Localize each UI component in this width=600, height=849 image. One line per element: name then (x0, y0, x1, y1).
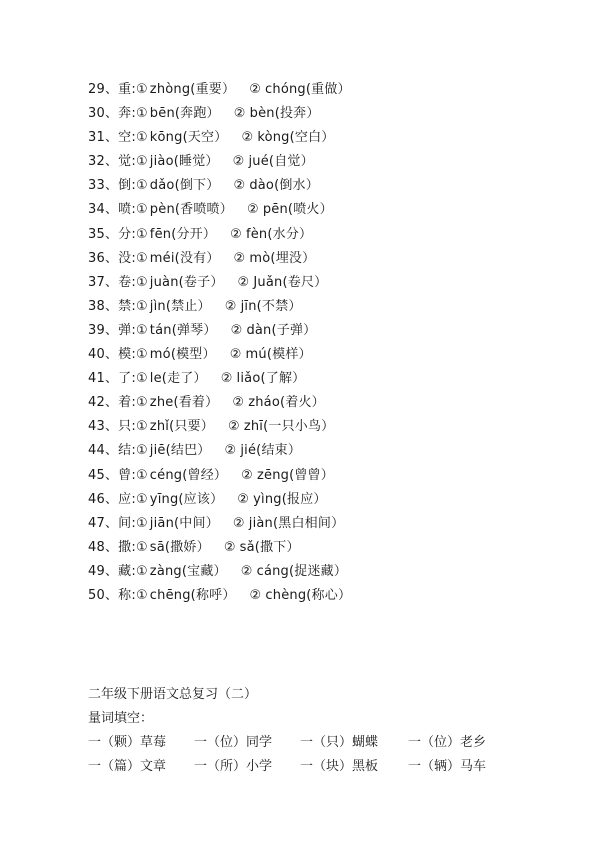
polyphonic-character-list (88, 78, 568, 608)
entry-number: 30、 (88, 106, 119, 122)
reading-marker-2: ② (232, 154, 245, 170)
reading-marker-1: :① (131, 371, 148, 387)
list-item (88, 126, 568, 150)
entry-number: 45、 (88, 467, 119, 483)
list-item (88, 536, 568, 560)
reading-2: kòng(空白） (257, 130, 335, 146)
entry-character: 觉 (118, 154, 132, 170)
reading-2: chóng(重做） (265, 82, 351, 97)
measure-word-item: 一（辆）马车 (408, 759, 487, 774)
reading-1: jiē(结巴） (149, 443, 211, 459)
reading-marker-1: :① (131, 539, 148, 555)
measure-word-row (88, 755, 568, 779)
measure-word-item: 一（只）蝴蝶 (300, 735, 379, 750)
entry-number: 35、 (88, 226, 119, 242)
reading-1: zhe(看着） (149, 395, 219, 411)
entry-number: 50、 (88, 587, 119, 603)
reading-marker-1: :① (131, 82, 148, 97)
list-item (88, 391, 568, 415)
reading-marker-2: ② (232, 395, 245, 411)
entry-character: 没 (118, 250, 132, 266)
reading-marker-1: :① (131, 106, 148, 122)
entry-character: 只 (118, 419, 132, 435)
entry-character: 重 (118, 82, 132, 97)
entry-number: 34、 (88, 202, 119, 218)
entry-character: 曾 (118, 467, 132, 483)
reading-2: sǎ(撒下） (239, 539, 300, 555)
reading-1: zhòng(重要） (149, 82, 236, 97)
measure-word-item: 一（所）小学 (194, 759, 273, 774)
reading-marker-2: ② (237, 274, 250, 290)
reading-1: fēn(分开） (149, 226, 217, 242)
measure-word-item: 一（篇）文章 (88, 759, 167, 774)
reading-marker-2: ② (249, 82, 262, 97)
reading-1: kōng(天空） (149, 130, 228, 146)
section-subtitle: 量词填空： (88, 711, 154, 726)
reading-marker-1: :① (131, 443, 148, 459)
list-item (88, 223, 568, 247)
reading-1: céng(曾经） (149, 467, 228, 483)
reading-2: fèn(水分） (245, 226, 313, 242)
entry-character: 倒 (118, 178, 132, 194)
reading-1: le(走了） (149, 371, 207, 387)
reading-1: méi(没有） (149, 250, 220, 266)
entry-number: 42、 (88, 395, 119, 411)
reading-marker-1: :① (131, 395, 148, 411)
entry-number: 29、 (88, 82, 119, 97)
measure-word-item: 一（位）老乡 (408, 735, 487, 750)
reading-1: chēng(称呼） (149, 587, 236, 603)
reading-2: yìng(报应） (253, 491, 327, 507)
entry-number: 41、 (88, 371, 119, 387)
list-item (88, 512, 568, 536)
reading-2: zháo(着火） (248, 395, 325, 411)
reading-2: dàn(子弹） (246, 322, 317, 338)
reading-marker-2: ② (227, 419, 240, 435)
reading-2: bèn(投奔） (249, 106, 320, 122)
entry-number: 47、 (88, 515, 119, 531)
reading-marker-2: ② (246, 202, 259, 218)
reading-2: jié(结束） (240, 443, 302, 459)
list-item (88, 560, 568, 584)
reading-marker-2: ② (249, 587, 262, 603)
reading-marker-2: ② (241, 130, 254, 146)
reading-marker-1: :① (131, 130, 148, 146)
reading-marker-1: :① (131, 178, 148, 194)
entry-number: 43、 (88, 419, 119, 435)
list-item (88, 464, 568, 488)
entry-character: 模 (118, 347, 132, 363)
reading-marker-1: :① (131, 226, 148, 242)
reading-marker-2: ② (241, 467, 253, 483)
measure-word-item: 一（颗）草莓 (88, 735, 167, 750)
entry-character: 撒 (118, 539, 132, 555)
reading-marker-1: :① (131, 154, 148, 170)
reading-1: jìn(禁止） (149, 298, 211, 314)
reading-marker-1: :① (131, 515, 148, 531)
reading-1: pèn(香喷喷） (149, 202, 233, 218)
entry-character: 结 (118, 443, 132, 459)
reading-marker-2: ② (233, 250, 246, 266)
reading-1: juàn(卷子） (149, 274, 224, 290)
reading-marker-1: :① (131, 322, 148, 338)
review-section (88, 683, 568, 779)
entry-character: 空 (118, 130, 132, 146)
reading-marker-2: ② (230, 226, 242, 242)
list-item (88, 415, 568, 439)
reading-marker-2: ② (233, 178, 246, 194)
reading-marker-2: ② (230, 322, 243, 338)
reading-marker-2: ② (223, 539, 236, 555)
reading-1: jiào(睡觉） (149, 154, 219, 170)
list-item (88, 319, 568, 343)
list-item (88, 174, 568, 198)
reading-marker-1: :① (131, 250, 148, 266)
entry-character: 奔 (118, 106, 132, 122)
reading-2: jīn(不禁） (240, 298, 302, 314)
entry-character: 间 (118, 515, 132, 531)
section-title: 二年级下册语文总复习（二） (88, 687, 258, 702)
list-item (88, 295, 568, 319)
reading-marker-1: :① (131, 298, 148, 314)
reading-marker-2: ② (233, 106, 246, 122)
reading-marker-1: :① (131, 563, 148, 579)
reading-marker-1: :① (131, 419, 148, 435)
list-item (88, 343, 568, 367)
reading-2: mú(模样） (245, 347, 312, 363)
reading-2: cáng(捉迷藏） (256, 563, 348, 579)
entry-number: 39、 (88, 322, 119, 338)
reading-1: sā(撒娇） (149, 539, 210, 555)
list-item (88, 198, 568, 222)
reading-marker-1: :① (131, 347, 148, 363)
reading-marker-2: ② (240, 563, 253, 579)
list-item (88, 584, 568, 608)
reading-2: zēng(曾曾） (256, 467, 334, 483)
entry-character: 藏 (118, 563, 132, 579)
entry-number: 49、 (88, 563, 119, 579)
entry-number: 40、 (88, 347, 119, 363)
entry-number: 37、 (88, 274, 119, 290)
reading-marker-1: :① (131, 202, 148, 218)
reading-1: jiān(中间） (149, 515, 219, 531)
reading-marker-1: :① (131, 587, 148, 603)
entry-character: 称 (118, 587, 132, 603)
reading-2: liǎo(了解） (236, 371, 306, 387)
entry-character: 着 (118, 395, 132, 411)
reading-1: mó(模型） (149, 347, 216, 363)
reading-marker-2: ② (229, 347, 242, 363)
list-item (88, 78, 568, 102)
reading-2: dào(倒水） (249, 178, 319, 194)
measure-word-item: 一（位）同学 (194, 735, 273, 750)
entry-number: 33、 (88, 178, 119, 194)
reading-1: yīng(应该） (149, 491, 224, 507)
entry-number: 31、 (88, 130, 119, 146)
list-item (88, 247, 568, 271)
entry-character: 应 (118, 491, 132, 507)
list-item (88, 367, 568, 391)
reading-2: chèng(称心） (265, 587, 352, 603)
entry-character: 了 (118, 371, 132, 387)
measure-word-row (88, 731, 568, 755)
reading-marker-2: ② (224, 443, 237, 459)
reading-2: pēn(喷火） (262, 202, 333, 218)
entry-character: 喷 (118, 202, 132, 218)
reading-2: mò(埋没） (249, 250, 316, 266)
reading-2: Juǎn(卷尺） (253, 274, 328, 290)
list-item (88, 150, 568, 174)
measure-word-item: 一（块）黑板 (300, 759, 379, 774)
list-item (88, 271, 568, 295)
reading-2: jiàn(黑白相间） (248, 515, 345, 531)
reading-1: zàng(宝藏） (149, 563, 227, 579)
reading-marker-1: :① (131, 491, 148, 507)
list-item (88, 439, 568, 463)
reading-2: zhī(一只小鸟） (243, 419, 335, 435)
reading-marker-1: :① (131, 274, 148, 290)
entry-number: 38、 (88, 298, 119, 314)
entry-character: 分 (118, 226, 132, 242)
reading-1: dǎo(倒下） (149, 178, 220, 194)
entry-character: 禁 (118, 298, 132, 314)
entry-number: 44、 (88, 443, 119, 459)
list-item (88, 102, 568, 126)
measure-word-table (88, 731, 568, 779)
reading-marker-2: ② (232, 515, 245, 531)
reading-marker-2: ② (224, 298, 237, 314)
entry-number: 48、 (88, 539, 119, 555)
reading-1: bēn(奔跑） (149, 106, 220, 122)
reading-1: zhǐ(只要） (149, 419, 214, 435)
entry-character: 弹 (118, 322, 132, 338)
entry-number: 36、 (88, 250, 119, 266)
reading-2: jué(自觉） (248, 154, 314, 170)
entry-number: 32、 (88, 154, 119, 170)
entry-character: 卷 (118, 274, 132, 290)
list-item (88, 488, 568, 512)
reading-1: tán(弹琴） (149, 322, 217, 338)
reading-marker-2: ② (220, 371, 233, 387)
reading-marker-2: ② (237, 491, 250, 507)
reading-marker-1: :① (131, 467, 148, 483)
entry-number: 46、 (88, 491, 119, 507)
